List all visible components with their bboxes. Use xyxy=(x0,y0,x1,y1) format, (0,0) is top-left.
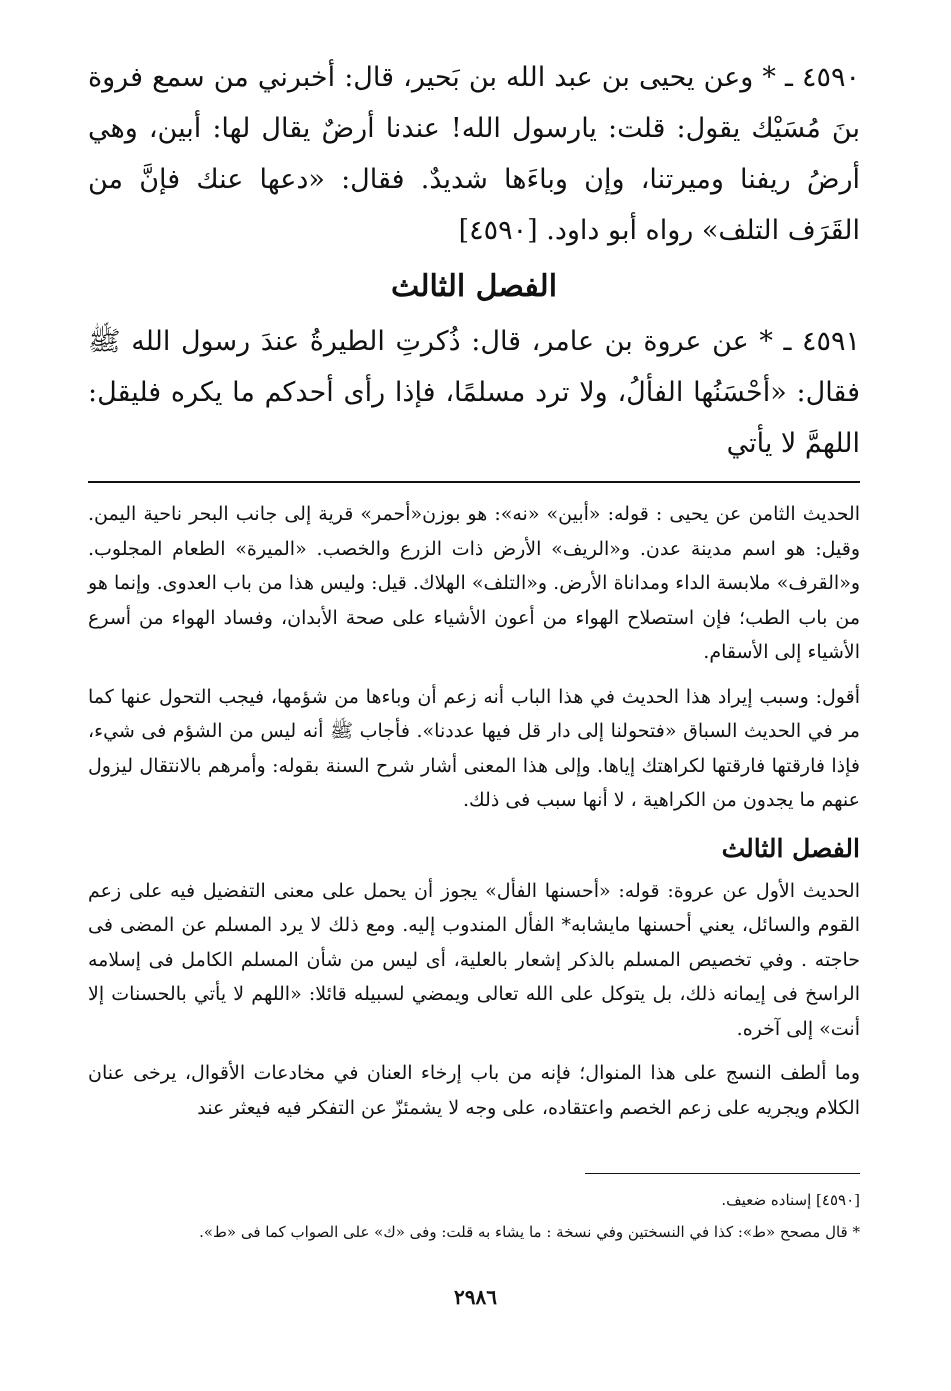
commentary-chapter-title: الفصل الثالث xyxy=(721,833,860,863)
chapter-title: الفصل الثالث xyxy=(390,269,558,304)
commentary-paragraph-1: الحديث الثامن عن يحيى : قوله: «أبين» «نه»: هو بوزن«أحمر» قرية إلى جانب البحر ناحية اليمن. وقيل: هو اسم مدينة عدن. و«الريف» الأرض ذات الزرع والخصب. «الميرة» الطعام المجلوب. و«القرف» ملابسة الداء ومداناة الأرض. و«التلف» الهلاك. قيل: وليس هذا من باب العدوى. وإنما هو من باب الطب؛ فإن استصلاح الهواء من أعون الأشياء على صحة الأبدان، وفساد الهواء من أسرع الأشياء إلى الأسقام. xyxy=(88,503,860,663)
footnote-2: * قال مصحح «ط»: كذا في النسختين وفي نسخة : ما يشاء به قلت: وفى «ك» على الصواب كما فى «ط». xyxy=(199,1223,860,1241)
footnote-1: [٤٥٩٠] إسناده ضعيف. xyxy=(721,1191,860,1209)
commentary-paragraph-4: وما ألطف النسج على هذا المنوال؛ فإنه من باب إرخاء العنان في مخادعات الأقوال، يرخى عنان الكلام ويجريه على زعم الخصم واعتقاده، على وجه لا يشمئزّ عن التفكر فيه فيعثر عند xyxy=(88,1062,860,1119)
main-text-divider xyxy=(88,481,860,483)
hadith-4590: ٤٥٩٠ ـ * وعن يحيى بن عبد الله بن بَحير، قال: أخبرني من سمع فروة بنَ مُسَيْك يقول: قلت: يارسول الله! عندنا أرضٌ يقال لها: أبين، وهي أرضُ ريفنا وميرتنا، وإن وباءَها شديدٌ. فقال: «دعها عنك فإنَّ من القَرَف التلف» رواه أبو داود. [٤٥٩٠] xyxy=(88,62,860,246)
footnote-divider xyxy=(585,1173,860,1174)
page-number: ٢٩٨٦ xyxy=(454,1285,497,1309)
page-body xyxy=(88,52,860,1248)
commentary-paragraph-2: أقول: وسبب إيراد هذا الحديث في هذا الباب أنه زعم أن وباءها من شؤمها، فيجب التحول عنها كما مر في الحديث السباق «فتحولنا إلى دار قل فيها عددنا». فأجاب ﷺ أنه ليس من الشؤم فى شيء، فإذا فارقتها فارقتها لكراهتك إياها. وإلى هذا المعنى أشار شرح السنة بقوله: وأمرهم بالانتقال ليزول عنهم ما يجدون من الكراهية ، لا أنها سبب فى ذلك. xyxy=(88,685,860,811)
commentary-paragraph-3: الحديث الأول عن عروة: قوله: «أحسنها الفأل» يجوز أن يحمل على معنى التفضيل فيه على زعم القوم والسائل، يعني أحسنها مايشابه* الفأل المندوب إليه. ومع ذلك لا يرد المسلم عن المضى فى حاجته . وفي تخصيص المسلم بالذكر إشعار بالعلية، أى ليس من شأن المسلم الكامل فى إسلامه الراسخ فى إيمانه ذلك، بل يتوكل على الله تعالى ويمضي لسبيله قائلا: «اللهم لا يأتي بالحسنات إلا أنت» إلى آخره. xyxy=(88,879,860,1040)
hadith-4591: ٤٥٩١ ـ * عن عروة بن عامر، قال: ذُكرتِ الطيرةُ عندَ رسول الله ﷺ فقال: «أحْسَنُها الفألُ، ولا ترد مسلمًا، فإذا رأى أحدكم ما يكره فليقل: اللهمَّ لا يأتي xyxy=(88,326,860,459)
